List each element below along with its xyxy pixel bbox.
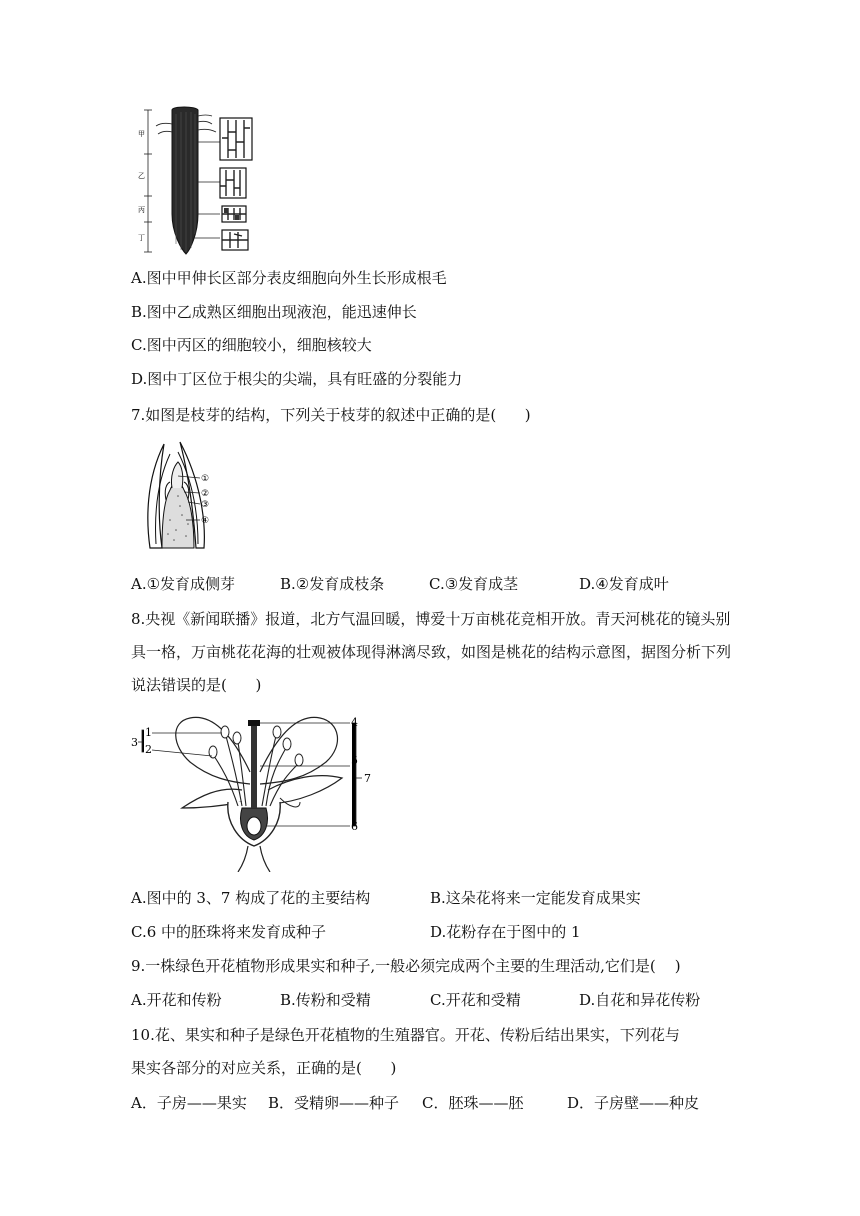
q8-stem-line-2: 具一格，万亩桃花花海的壮观被体现得淋漓尽致，如图是桃花的结构示意图，据图分析下列 (131, 643, 732, 661)
root-label-bing: 丙 (138, 206, 145, 214)
bud-label-1: ① (201, 474, 210, 484)
q9-option-a: A.开花和传粉 (131, 991, 222, 1009)
flower-label-1: 1 (145, 726, 152, 739)
root-label-jia: 甲 (138, 130, 145, 138)
q6-option-c: C.图中丙区的细胞较小，细胞核较大 (131, 336, 372, 354)
peach-flower-figure (130, 712, 380, 872)
root-label-ding: 丁 (138, 234, 145, 242)
flower-label-2: 2 (145, 743, 152, 756)
q6-option-b: B.图中乙成熟区细胞出现液泡，能迅速伸长 (131, 303, 417, 321)
branch-bud-figure (140, 440, 230, 552)
q10-stem-line-1: 10.花、果实和种子是绿色开花植物的生殖器官。开花、传粉后结出果实，下列花与 (131, 1026, 680, 1044)
q9-option-c: C.开花和受精 (430, 991, 521, 1009)
q6-option-a: A.图中甲伸长区部分表皮细胞向外生长形成根毛 (131, 269, 447, 287)
root-tip-figure (136, 104, 256, 256)
flower-label-5: 5 (351, 754, 358, 767)
q8-option-b: B.这朵花将来一定能发育成果实 (430, 889, 641, 907)
q10-option-b: B．受精卵——种子 (268, 1094, 400, 1112)
q10-option-d: D．子房壁——种皮 (567, 1094, 700, 1112)
flower-label-7: 7 (364, 772, 371, 785)
q7-option-c: C.③发育成茎 (429, 575, 519, 593)
flower-label-4: 4 (351, 716, 358, 729)
flower-label-6: 6 (351, 820, 358, 833)
q10-option-c: C．胚珠——胚 (422, 1094, 524, 1112)
q10-stem-line-2: 果实各部分的对应关系，正确的是( ) (131, 1059, 397, 1077)
q7-stem: 7.如图是枝芽的结构，下列关于枝芽的叙述中正确的是( ) (131, 406, 531, 424)
bud-label-2: ② (201, 489, 210, 499)
q9-option-d: D.自花和异花传粉 (579, 991, 701, 1009)
q7-option-a: A.①发育成侧芽 (131, 575, 236, 593)
q8-option-c: C.6 中的胚珠将来发育成种子 (131, 923, 327, 941)
q10-option-a: A．子房——果实 (131, 1094, 247, 1112)
q8-option-d: D.花粉存在于图中的 1 (430, 923, 581, 941)
q9-option-b: B.传粉和受精 (280, 991, 371, 1009)
q9-stem: 9.一株绿色开花植物形成果实和种子,一般必须完成两个主要的生理活动,它们是( ) (131, 957, 681, 975)
root-label-yi: 乙 (138, 172, 145, 180)
flower-label-3: 3 (131, 736, 138, 749)
bud-label-4: ④ (201, 516, 210, 526)
q7-option-d: D.④发育成叶 (579, 575, 669, 593)
q8-option-a: A.图中的 3、7 构成了花的主要结构 (131, 889, 371, 907)
q7-option-b: B.②发育成枝条 (280, 575, 385, 593)
q8-stem-line-1: 8.央视《新闻联播》报道，北方气温回暖，博爱十万亩桃花竞相开放。青天河桃花的镜头别 (131, 610, 731, 628)
q8-stem-line-3: 说法错误的是( ) (131, 676, 262, 694)
q6-option-d: D.图中丁区位于根尖的尖端，具有旺盛的分裂能力 (131, 370, 463, 388)
bud-label-3: ③ (201, 500, 210, 510)
